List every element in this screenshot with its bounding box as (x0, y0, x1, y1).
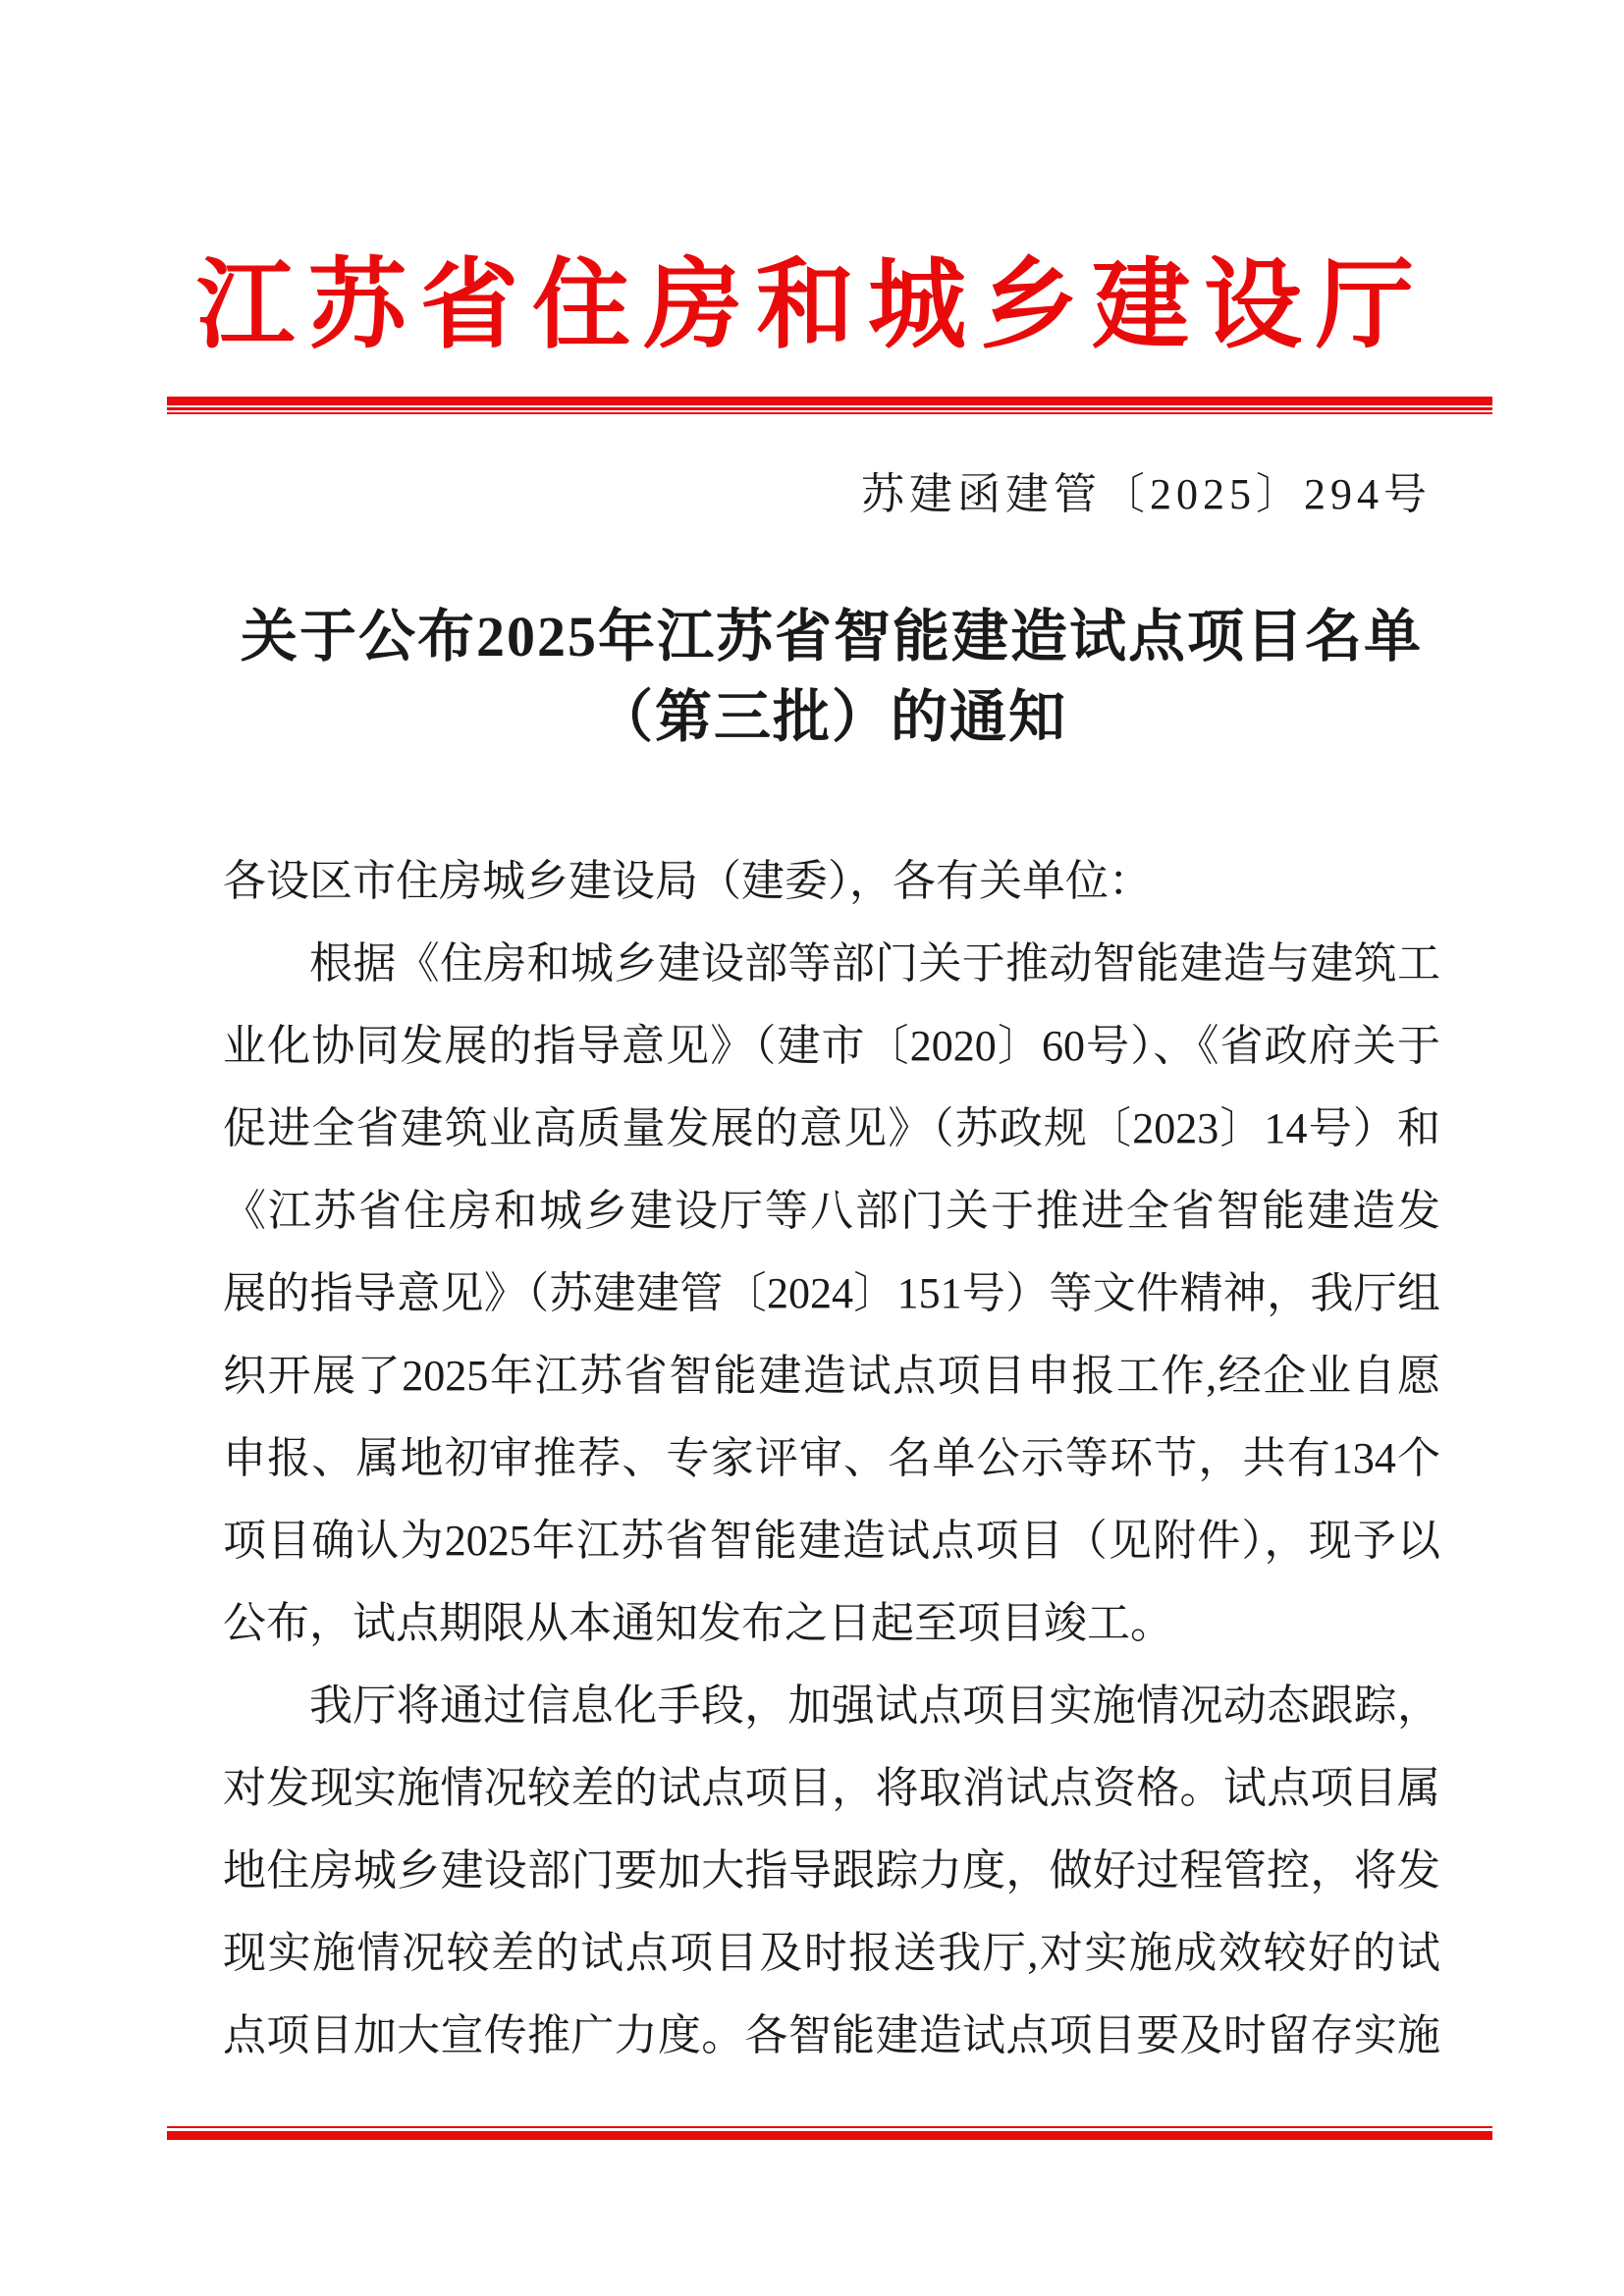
body-line: 根据《住房和城乡建设部等部门关于推动智能建造与建筑工 (309, 939, 1440, 988)
letterhead-divider (167, 397, 1492, 414)
divider-thick-bar (167, 2131, 1492, 2140)
body-line: 点项目加大宣传推广力度。各智能建造试点项目要及时留存实施 (223, 2011, 1440, 2059)
document-reference-number: 苏建函建管〔2025〕294号 (861, 470, 1432, 518)
notice-title-line-2: （第三批）的通知 (595, 685, 1067, 749)
body-line: 织开展了2025年江苏省智能建造试点项目申报工作,经企业自愿 (223, 1352, 1440, 1400)
body-line: 现实施情况较差的试点项目及时报送我厅,对实施成效较好的试 (223, 1929, 1440, 1977)
agency-letterhead-title: 江苏省住房和城乡建设厅 (196, 251, 1428, 360)
body-line: 业化协同发展的指导意见》（建市〔2020〕60号）、《省政府关于 (223, 1022, 1440, 1070)
divider-hair-bar (167, 412, 1492, 414)
body-line: 地住房城乡建设部门要加大指导跟踪力度，做好过程管控，将发 (223, 1846, 1440, 1895)
body-line: 申报、属地初审推荐、专家评审、名单公示等环节，共有134个 (223, 1434, 1440, 1482)
body-line: 展的指导意见》（苏建建管〔2024〕151号）等文件精神，我厅组 (223, 1269, 1440, 1317)
notice-title-line-1: 关于公布2025年江苏省智能建造试点项目名单 (240, 605, 1423, 668)
body-line: 我厅将通过信息化手段，加强试点项目实施情况动态跟踪， (309, 1682, 1440, 1730)
notice-title (223, 597, 1440, 758)
body-line: 促进全省建筑业高质量发展的意见》（苏政规〔2023〕14号）和 (223, 1104, 1440, 1152)
body-line: 公布，试点期限从本通知发布之日起至项目竣工。 (223, 1599, 1173, 1647)
body-line: 《江苏省住房和城乡建设厅等八部门关于推进全省智能建造发 (223, 1187, 1440, 1235)
body-line: 项目确认为2025年江苏省智能建造试点项目（见附件），现予以 (223, 1517, 1440, 1565)
salutation-line: 各设区市住房城乡建设局（建委），各有关单位： (223, 857, 1152, 905)
notice-body (223, 840, 1440, 2077)
body-line: 对发现实施情况较差的试点项目，将取消试点资格。试点项目属 (223, 1764, 1440, 1812)
divider-thick-bar (167, 397, 1492, 405)
footer-divider (167, 2126, 1492, 2140)
